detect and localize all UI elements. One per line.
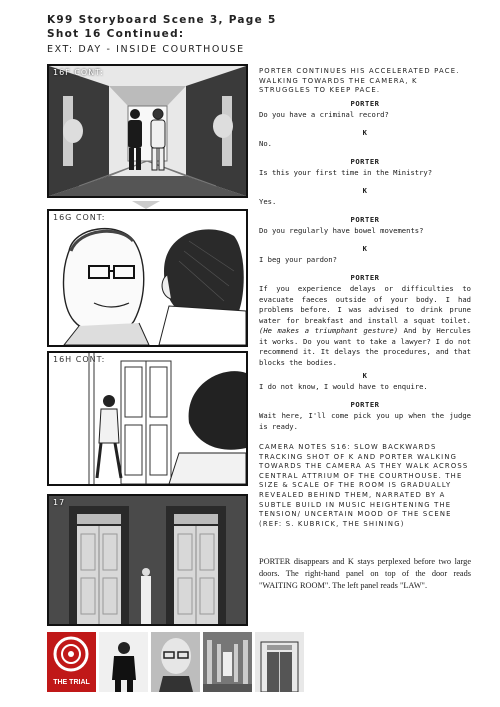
hall-photo	[203, 632, 252, 692]
corridor-sketch	[49, 66, 246, 196]
dialogue-line: No.	[259, 139, 272, 148]
red-poster-thumbnail	[47, 632, 96, 692]
dialogue-line: Do you have a criminal record?	[259, 110, 389, 119]
character-name: PORTER	[350, 400, 380, 409]
storyboard-panel-16h	[47, 351, 248, 486]
character-name: K	[362, 244, 368, 253]
scene-heading: EXT: DAY - INSIDE COURTHOUSE	[47, 44, 245, 55]
courthouse-hall-thumbnail	[203, 632, 252, 692]
dialogue-line: Yes.	[259, 197, 277, 206]
camera-notes: CAMERA NOTES S16: SLOW BACKWARDS TRACKING SHOT OF K AND PORTER WALKING TOWARDS THE CAMERA AS THEY WALK ACROSS CENTRAL ATTRIUM OF THE COURTHOUSE. THE SIZE & SCALE OF THE ROOM IS GRADUALLY REVEALED BEHIND THEM, NARRATED BY A SUBTLE BUILD IN MUSIC HEIGHTENING THE TENSION/ UNCERTAIN MOOD OF THE SCENE (REF: S. KUBRICK, THE SHINING)	[259, 443, 469, 528]
two-doors-sketch	[49, 496, 246, 624]
shot-title: Shot 16 Continued:	[47, 28, 185, 40]
dialogue-line: Is this your first time in the Ministry?	[259, 168, 433, 177]
dialogue-line: Wait here, I'll come pick you up when the judge is ready.	[259, 411, 471, 431]
portrait-photo	[151, 632, 200, 692]
panel-label: 16G CONT:	[53, 213, 106, 222]
dialogue-text: If you experience delays or difficulties to evacuate faeces outside of your body. I had problems before. I was advised to drink prune water for breakfast and install a squat toilet.	[259, 284, 471, 325]
dialogue-line: I do not know, I would have to enquire.	[259, 382, 428, 391]
dialogue-line: I beg your pardon?	[259, 255, 337, 264]
parenthetical: (He makes a triumphant gesture)	[259, 326, 399, 335]
man-in-suit-thumbnail	[99, 632, 148, 692]
dialogue-block	[259, 284, 471, 368]
panel-label: 17	[53, 498, 66, 507]
poster-title: THE TRIAL	[53, 679, 90, 686]
doorway-sketch	[49, 353, 246, 484]
transition-arrow-icon	[132, 201, 160, 209]
character-name: PORTER	[350, 215, 380, 224]
character-name: PORTER	[350, 99, 380, 108]
courthouse-doors-thumbnail	[255, 632, 304, 692]
panel-label: 16H CONT:	[53, 355, 106, 364]
page-title: K99 Storyboard Scene 3, Page 5	[47, 14, 277, 26]
storyboard-panel-17	[47, 494, 248, 626]
man-photo	[99, 632, 148, 692]
character-name: K	[362, 186, 368, 195]
character-name: PORTER	[350, 157, 380, 166]
action-line-1: PORTER CONTINUES HIS ACCELERATED PACE. WALKING TOWARDS THE CAMERA, K STRUGGLES TO KEEP PACE.	[259, 67, 460, 95]
character-name: K	[362, 128, 368, 137]
panel-label: 16F CONT:	[53, 68, 104, 77]
action-line-2: PORTER disappears and K stays perplexed before two large doors. The right-hand panel on top of the door reads "WAITING ROOM". The left panel reads "LAW".	[259, 557, 471, 590]
dialogue-text-continued: And by Hercules it works. Do you want to take a lawyer? I do not recommend it. It delays the procedures, and that blocks the bodies.	[259, 326, 471, 367]
storyboard-panel-16g	[47, 209, 248, 347]
character-name: K	[362, 371, 368, 380]
storyboard-panel-16f	[47, 64, 248, 198]
closeup-sketch	[49, 211, 246, 345]
dialogue-line: Do you regularly have bowel movements?	[259, 226, 424, 235]
character-name: PORTER	[350, 273, 380, 282]
old-man-portrait-thumbnail	[151, 632, 200, 692]
doors-photo	[255, 632, 304, 692]
